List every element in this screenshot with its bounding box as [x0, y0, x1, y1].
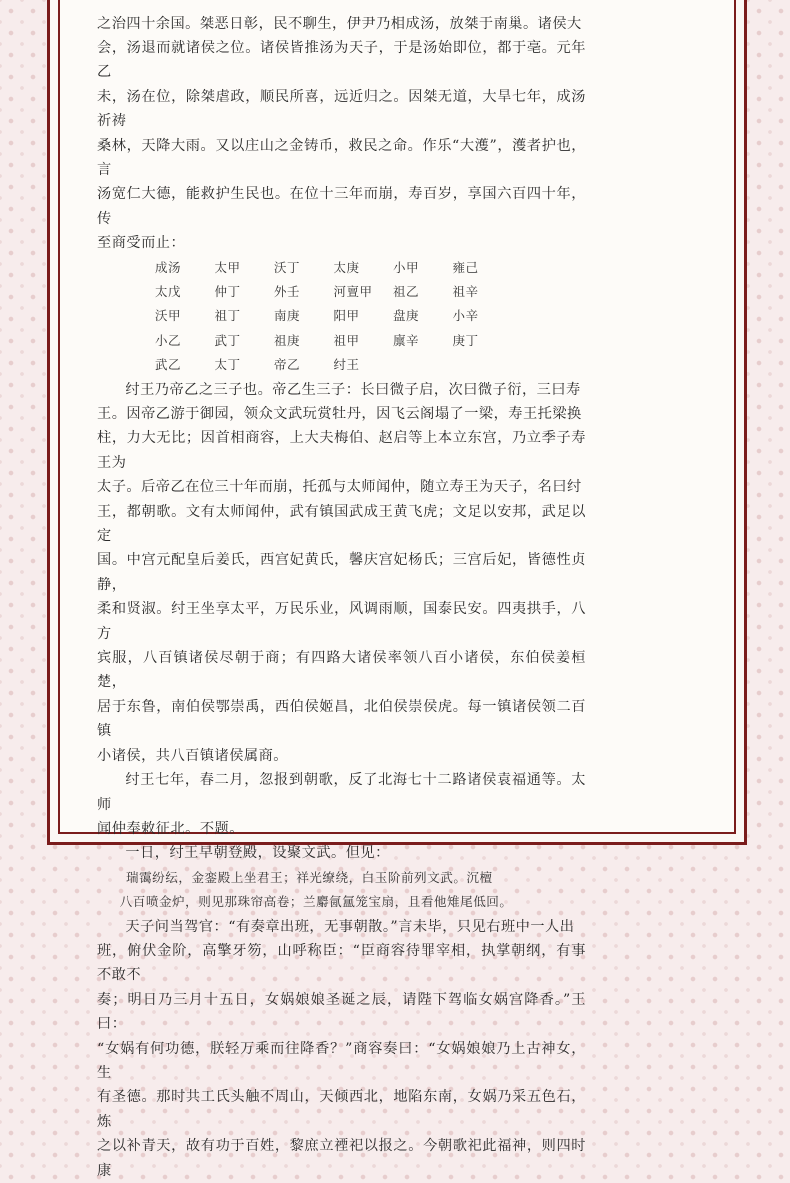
king-row [155, 304, 586, 328]
text-line: 王，都朝歌。文有太师闻仲，武有镇国武成王黄飞虎；文足以安邦，武足以定 [97, 503, 586, 545]
text-line: 之治四十余国。桀恶日彰，民不聊生，伊尹乃相成汤，放桀于南巢。诸侯大 [97, 16, 582, 32]
text-line: 纣王七年，春二月，忽报到朝歌，反了北海七十二路诸侯袁福通等。太师 [97, 772, 586, 813]
king-row [155, 353, 586, 377]
verse-line: 八百喷金炉，则见那珠帘高卷；兰麝氤氲笼宝扇，且看他雉尾低回。 [119, 894, 513, 910]
king-name: 小甲 [393, 259, 420, 275]
text-line: 王。因帝乙游于御园，领众文武玩赏牡丹，因飞云阁塌了一梁，寿王托梁换 [97, 406, 582, 423]
text-line: 奏；明日乃三月十五日，女娲娘娘圣诞之辰，请陛下驾临女娲宫降香。”王曰： [97, 991, 586, 1033]
text-line: 一日，纣王早朝登殿，设聚文武。但见： [125, 845, 390, 862]
king-name: 雍己 [452, 259, 479, 275]
text-line: 居于东鲁，南伯侯鄂崇禹，西伯侯姬昌，北伯侯崇侯虎。每一镇诸侯领二百镇 [97, 698, 586, 740]
text-line: 天子问当驾官：“有奏章出班，无事朝散。”言未毕，只见右班中一人出 [125, 918, 575, 935]
text-line: 太子。后帝乙在位三十年而崩，托孤与太师闻仲，随立寿王为天子，名曰纣 [97, 479, 582, 496]
king-list [97, 256, 586, 378]
king-name: 阳甲 [333, 308, 360, 324]
king-name: 成汤 [155, 259, 182, 275]
king-name: 小辛 [452, 308, 479, 324]
paragraph-court [97, 841, 586, 865]
king-name: 帝乙 [274, 357, 301, 373]
paragraph-zhou-king [97, 378, 586, 769]
text-line: “女娲有何功德，朕轻万乘而往降香？”商容奏曰：“女娲娘娘乃上古神女，生 [97, 1040, 586, 1081]
book-text [97, 16, 586, 1183]
king-name: 太庚 [333, 259, 360, 275]
paragraph-nuwa [97, 915, 586, 1183]
text-line: 未，汤在位，除桀虐政，顺民所喜，远近归之。因桀无道，大旱七年，成汤祈祷 [97, 88, 586, 130]
king-name: 纣王 [333, 357, 360, 373]
paragraph-tang-founding [97, 36, 586, 256]
king-row [155, 329, 586, 353]
text-line: 汤宽仁大德，能救护生民也。在位十三年而崩，寿百岁，享国六百四十年，传 [97, 186, 586, 227]
text-line: 国。中宫元配皇后姜氏，西宫妃黄氏，馨庆宫妃杨氏；三宫后妃，皆德性贞静， [97, 552, 586, 593]
king-name: 沃丁 [274, 259, 301, 275]
text-line: 闻仲奉敕征北。不题。 [97, 820, 244, 837]
king-name: 祖辛 [452, 284, 479, 300]
king-name: 祖乙 [393, 284, 420, 300]
king-name: 祖甲 [333, 332, 360, 348]
king-name: 太甲 [214, 259, 241, 275]
text-line: 小诸侯，共八百镇诸侯属商。 [97, 747, 288, 764]
text-line: 柔和贤淑。纣王坐享太平，万民乐业，风调雨顺，国泰民安。四夷拱手，八方 [97, 601, 586, 642]
king-name: 太丁 [214, 357, 241, 373]
king-name: 太戊 [155, 284, 182, 300]
king-name: 小乙 [155, 332, 182, 348]
king-name: 廪辛 [393, 332, 420, 348]
text-line: 宾服，八百镇诸侯尽朝于商；有四路大诸侯率领八百小诸侯，东伯侯姜桓楚， [97, 650, 586, 691]
king-name: 外壬 [274, 284, 301, 300]
partial-top-line [97, 12, 586, 36]
paragraph-rebellion [97, 768, 586, 841]
text-line: 桑林，天降大雨。又以庄山之金铸币，救民之命。作乐“大濩”，濩者护也，言 [97, 137, 586, 179]
text-line: 会，汤退而就诸侯之位。诸侯皆推汤为天子，于是汤始即位，都于亳。元年乙 [97, 40, 586, 81]
king-name: 庚丁 [452, 332, 479, 348]
king-name: 祖庚 [274, 332, 301, 348]
king-name: 武丁 [214, 332, 241, 348]
king-name: 河亶甲 [333, 284, 373, 300]
king-name: 南庚 [274, 308, 301, 324]
verse-line: 瑞霭纷纭，金銮殿上坐君王；祥光缭绕，白玉阶前列文武。沉檀 [125, 869, 493, 885]
king-name: 仲丁 [214, 284, 241, 300]
king-name: 沃甲 [155, 308, 182, 324]
king-row [155, 280, 586, 304]
king-row [155, 256, 586, 280]
king-name: 祖丁 [214, 308, 241, 324]
text-line: 纣王乃帝乙之三子也。帝乙生三子：长曰微子启，次曰微子衍，三曰寿 [125, 381, 581, 398]
text-line: 班，俯伏金阶，高擎牙笏，山呼称臣：“臣商容待罪宰相，执掌朝纲，有事不敢不 [97, 942, 586, 984]
text-line: 至商受而止： [97, 235, 186, 252]
verse-block [97, 866, 586, 915]
text-line: 柱，力大无比；因首相商容，上大夫梅伯、赵启等上本立东宫，乃立季子寿王为 [97, 430, 586, 471]
text-line: 有圣德。那时共工氏头触不周山，天倾西北，地陷东南，女娲乃采五色石，炼 [97, 1089, 586, 1130]
king-name: 武乙 [155, 357, 182, 373]
king-name: 盘庚 [393, 308, 420, 324]
text-line: 之以补青天，故有功于百姓，黎庶立禋祀以报之。今朝歌祀此福神，则四时康 [97, 1138, 586, 1179]
